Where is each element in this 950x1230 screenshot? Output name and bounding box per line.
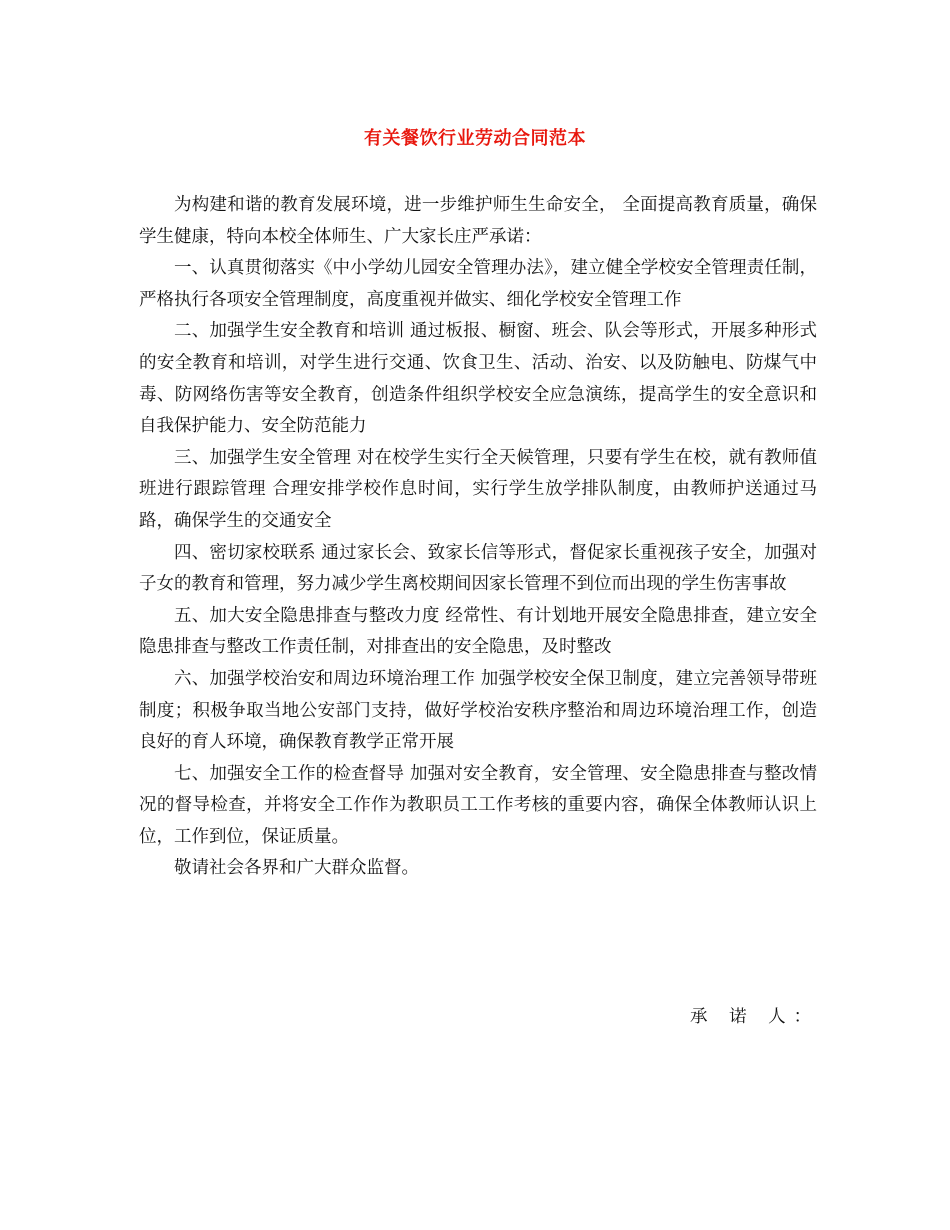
paragraph-item-3: 三、加强学生安全管理 对在校学生实行全天候管理，只要有学生在校，就有教师值班进行跟踪管理 合理安排学校作息时间，实行学生放学排队制度，由教师护送通过马路，确保学生的交通安全 [139, 447, 817, 531]
paragraph-item-6: 六、加强学校治安和周边环境治理工作 加强学校安全保卫制度，建立完善领导带班制度；积极争取当地公安部门支持，做好学校治安秩序整治和周边环境治理工作，创造良好的育人环境，确保教育教学正常开展 [139, 668, 817, 753]
paragraph-item-7: 七、加强安全工作的检查督导 加强对安全教育，安全管理、安全隐患排查与整改情况的督导检查，并将安全工作作为教职员工工作考核的重要内容，确保全体教师认识上位，工作到位，保证质量。 [139, 763, 817, 847]
document-title: 有关餐饮行业劳动合同范本 [364, 128, 586, 149]
paragraph-item-5: 五、加大安全隐患排查与整改力度 经常性、有计划地开展安全隐患排查，建立安全隐患排查与整改工作责任制，对排查出的安全隐患，及时整改 [139, 605, 817, 658]
paragraph-item-1: 一、认真贯彻落实《中小学幼儿园安全管理办法》，建立健全学校安全管理责任制，严格执行各项安全管理制度，高度重视并做实、细化学校安全管理工作 [139, 258, 817, 310]
paragraph-intro: 为构建和谐的教育发展环境，进一步维护师生生命安全， 全面提高教育质量，确保学生健康，特向本校全体师生、广大家长庄严承诺： [139, 195, 817, 247]
paragraph-closing: 敬请社会各界和广大群众监督。 [174, 858, 419, 879]
paragraph-item-2: 二、加强学生安全教育和培训 通过板报、橱窗、班会、队会等形式，开展多种形式的安全教育和培训，对学生进行交通、饮食卫生、活动、治安、以及防触电、防煤气中毒、防网络伤害等安全教育，创造条件组织学校安全应急演练，提高学生的安全意识和自我保护能力、安全防范能力 [139, 321, 817, 437]
document-body [139, 190, 817, 885]
paragraph-item-4: 四、密切家校联系 通过家长会、致家长信等形式，督促家长重视孩子安全，加强对子女的教育和管理，努力减少学生离校期间因家长管理不到位而出现的学生伤害事故 [139, 542, 817, 595]
signature-label: 承 诺 人： [690, 1007, 820, 1027]
